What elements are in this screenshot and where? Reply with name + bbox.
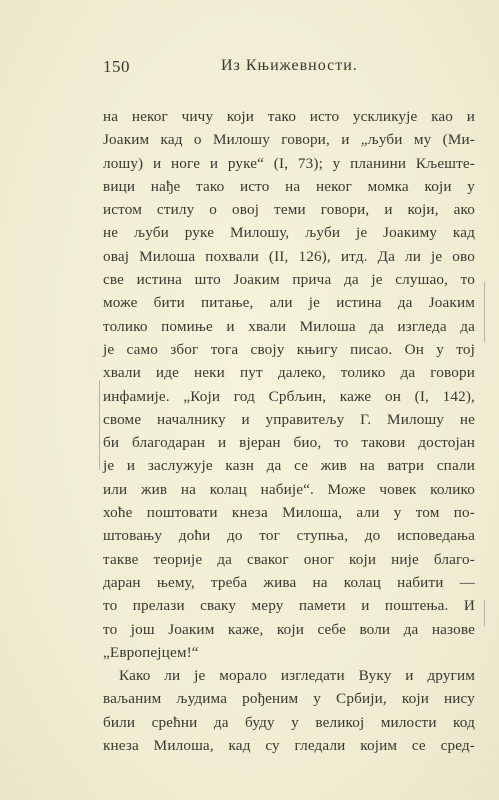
- text-line: на неког чичу који тако исто ускликује као и: [103, 108, 475, 125]
- text-line: даран њему, треба жива на колац набити —: [103, 573, 475, 591]
- text-line: били срећни да буду у великој милости код: [103, 713, 475, 731]
- text-line: „Европејцем!“: [103, 643, 199, 661]
- text-line: овај Милоша похвали (II, 126), итд. Да ли је ово: [103, 247, 475, 265]
- text-line: хвали иде неки пут далеко, толико да говори: [103, 364, 475, 382]
- text-line: хоће поштовати кнеза Милоша, али у том по-: [103, 504, 475, 522]
- page-number: 150: [103, 57, 130, 76]
- margin-mark: [99, 380, 100, 470]
- text-line: штовању доћи до тог ступња, до исповедања: [103, 527, 475, 545]
- text-line: све истина што Јоаким прича да је слушао, то: [103, 271, 475, 289]
- text-line: би благодаран и вјеран био, то такови достојан: [103, 434, 475, 452]
- text-line: своме началнику и управитељу Г. Милошу не: [103, 410, 475, 428]
- text-line: вици нађе тако исто на неког момка који у: [103, 177, 475, 195]
- text-line: је и заслужује казн да се жив на ватри спали: [103, 457, 475, 475]
- text-line: је само због тога своју књигу писао. Он у тој: [103, 340, 475, 358]
- text-line: не љуби руке Милошу, љуби је Јоакиму кад: [103, 224, 475, 242]
- text-line: лошу) и ноге и руке“ (I, 73); у планини Кљеште-: [103, 154, 475, 172]
- text-line: толико помиње и хвали Милоша да изгледа да: [103, 317, 475, 335]
- text-line: то још Јоаким каже, који себе воли да назове: [103, 620, 475, 638]
- body-text: [103, 105, 475, 757]
- text-line: истом стилу о овој теми говори, и који, ако: [103, 201, 475, 219]
- text-line: инфамије. „Који год Србљин, каже он (I, 142),: [103, 387, 475, 405]
- margin-mark: [484, 282, 485, 342]
- text-line: кнеза Милоша, кад су гледали којим се сред-: [103, 737, 475, 755]
- text-line: може бити питање, али је истина да Јоаким: [103, 294, 475, 312]
- text-line: ваљаним људима рођеним у Србији, који нису: [103, 690, 475, 708]
- text-line: или жив на колац набије“. Може човек колико: [103, 480, 475, 498]
- text-line: Како ли је морало изгледати Вуку и другим: [119, 667, 475, 685]
- page-header: [103, 57, 475, 79]
- text-line: то прелази сваку меру памети и поштења. И: [103, 597, 475, 615]
- text-line: такве теорије да сваког оног који није благо-: [103, 550, 475, 568]
- running-head: Из Књижевности.: [221, 57, 358, 74]
- margin-mark: [484, 600, 485, 626]
- text-line: Јоаким кад о Милошу говори, и „љуби му (Ми-: [103, 131, 475, 149]
